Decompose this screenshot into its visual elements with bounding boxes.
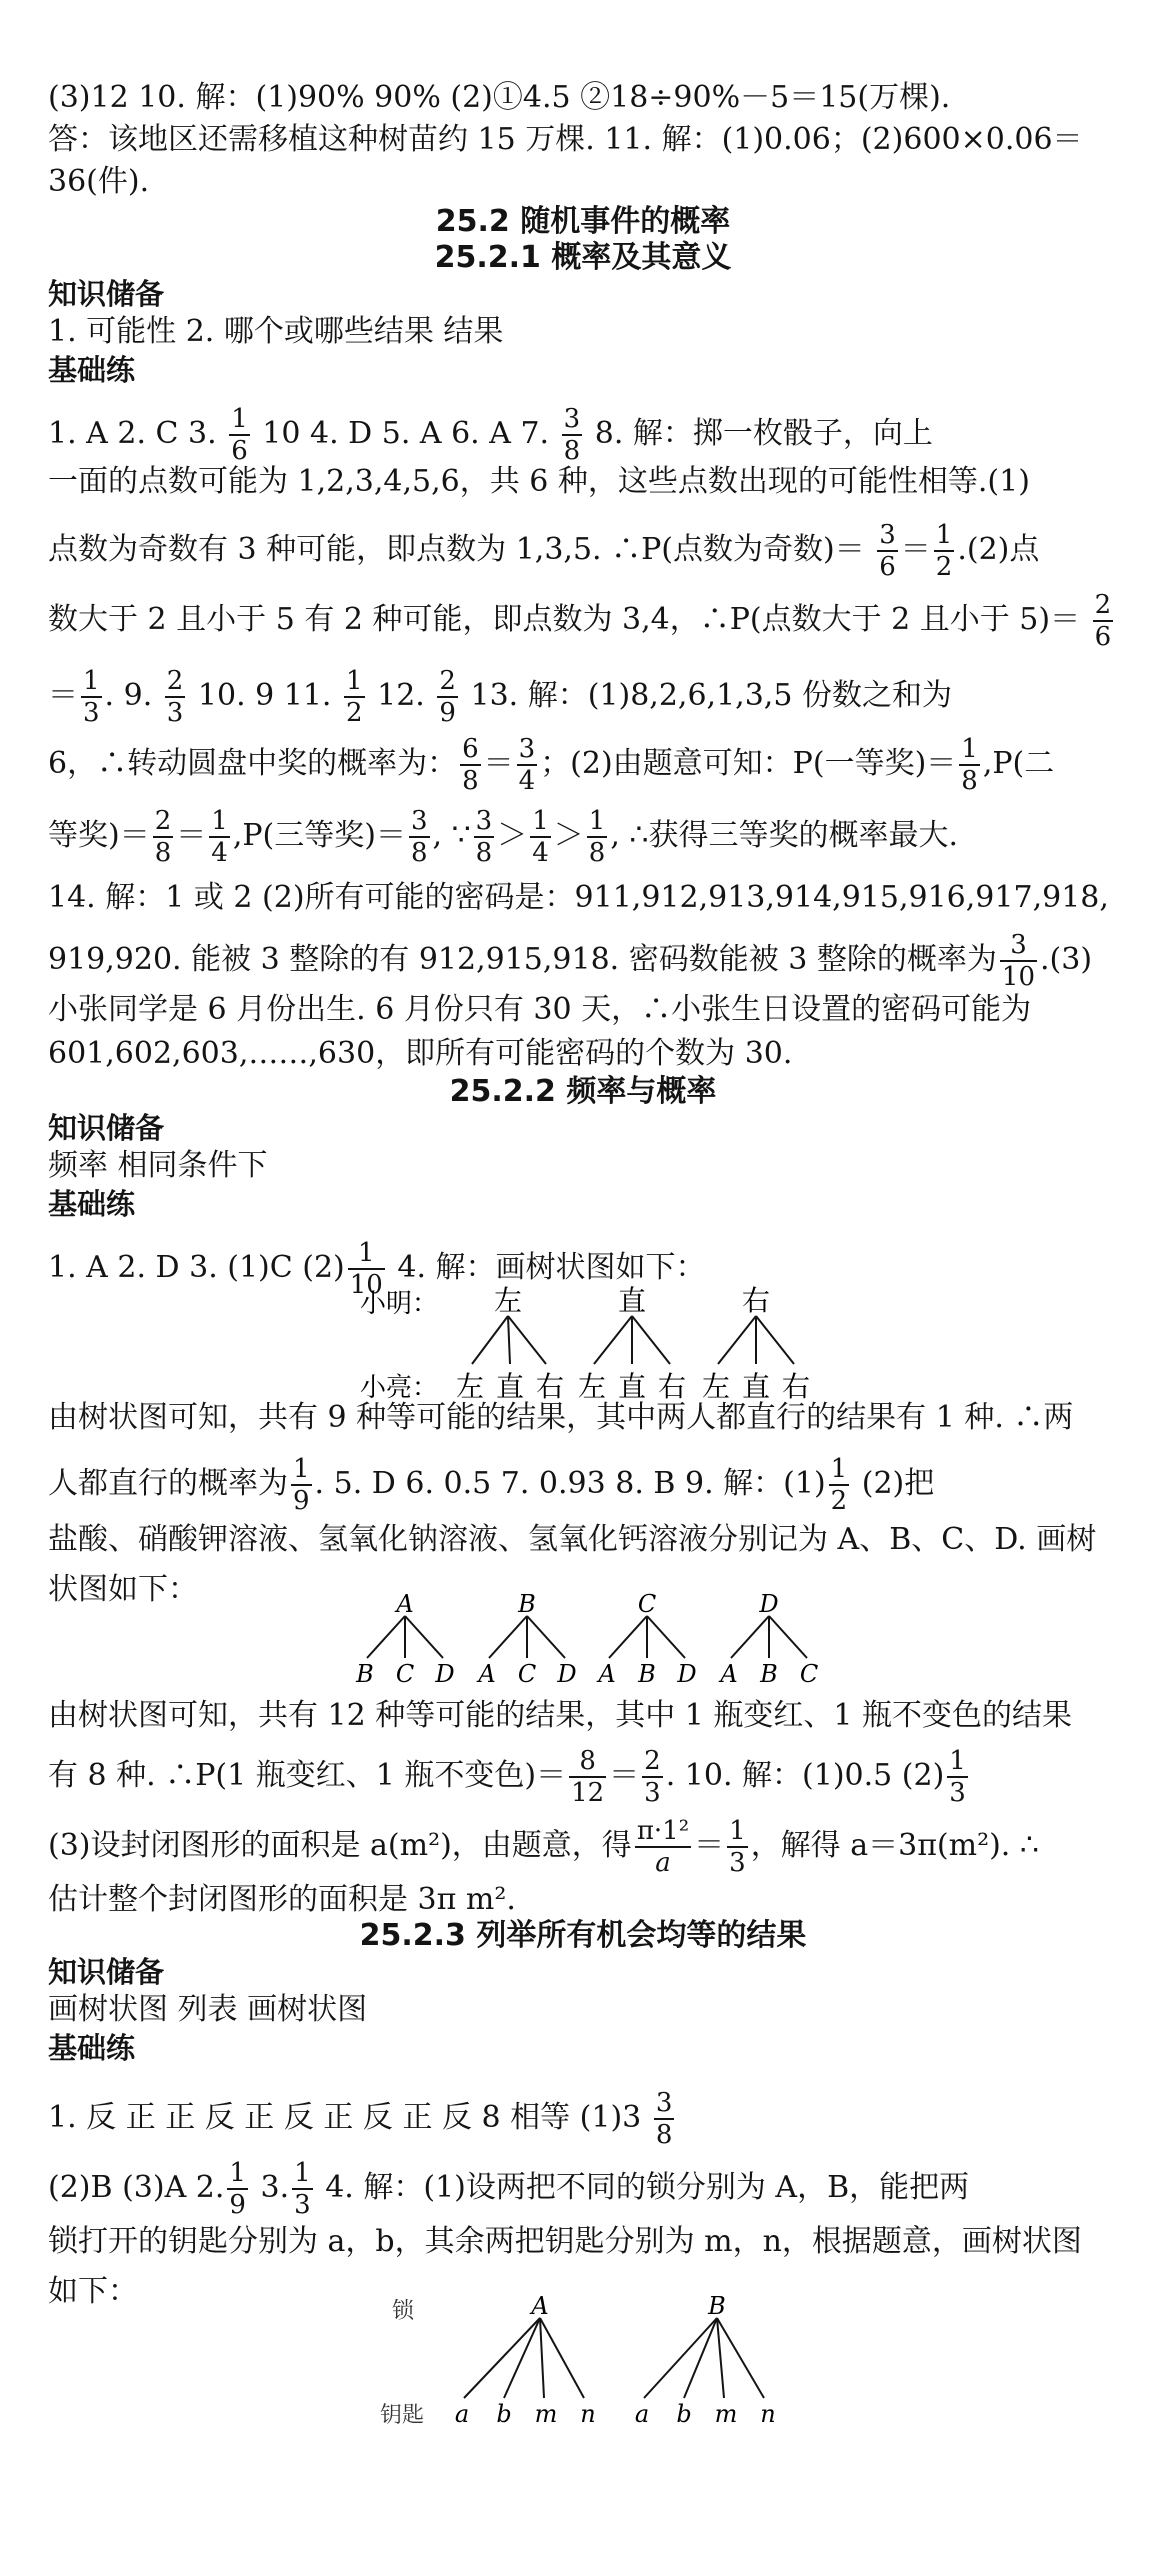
tree3-top-label: 锁 [392, 2299, 415, 2324]
text-line: 一面的点数可能为 1,2,3,4,5,6，共 6 种，这些点数出现的可能性相等.(1) [48, 464, 1030, 499]
tree1-parent-1: 左 [493, 1284, 523, 1317]
text-run: 10 4. D 5. A 6. A 7. [262, 416, 550, 451]
fraction: $\frac{1}{10}$ [349, 1238, 383, 1300]
tree2-parent: A [396, 1590, 414, 1618]
text-run: ；(2)由题意可知：P(一等奖)＝ [540, 746, 957, 781]
text-run: . 9. [104, 678, 153, 713]
text-run: ,P(三等奖)＝ [232, 818, 406, 853]
tree3-child: n [580, 2400, 596, 2428]
text-line: (3)12 10. 解：(1)90% 90% (2)①4.5 ②18÷90%－5＝15(万棵). [48, 80, 951, 115]
text-run: ，解得 a＝3π(m²). ∴ [750, 1828, 1039, 1863]
fraction: $\frac{1}{8}$ [961, 734, 978, 796]
heading-knowledge: 知识储备 [48, 1955, 165, 1989]
text-run: 8. 解：掷一枚骰子，向上 [594, 416, 933, 451]
fraction: $\frac{1}{4}$ [532, 806, 549, 868]
text-run: 12. [377, 678, 425, 713]
fraction: $\frac{1}{9}$ [229, 2158, 246, 2220]
tree2-child: D [557, 1660, 577, 1688]
text-run: 点数为奇数有 3 种可能，即点数为 1,3,5. ∴P(点数为奇数)＝ [48, 532, 865, 567]
text-line: 如下： [48, 2274, 138, 2309]
subsection-title: 25.2.3 列举所有机会均等的结果 [359, 1918, 807, 1953]
tree3-parent: B [708, 2292, 726, 2320]
tree1-parent-3: 右 [741, 1284, 771, 1317]
heading-basic: 基础练 [48, 353, 136, 387]
tree3-child: m [534, 2400, 558, 2428]
text-line: 36(件). [48, 164, 150, 199]
text-run: , ∵ [432, 818, 471, 853]
text-run: 1. A 2. D 3. (1)C (2) [48, 1250, 345, 1285]
text-run: 数大于 2 且小于 5 有 2 种可能，即点数为 3,4，∴P(点数大于 2 且小于 5)＝ [48, 602, 1081, 637]
tree2-child: C [799, 1660, 819, 1688]
text-line: 1. 可能性 2. 哪个或哪些结果 结果 [48, 314, 504, 349]
tree2-child: D [435, 1660, 455, 1688]
tree3-child: a [634, 2400, 650, 2428]
text-line: 等奖)＝ $\frac{2}{8}$ ＝ $\frac{1}{4}$ ,P(三等奖)＝ $\frac{3}{8}$ , ∵ $\frac{3}{8}$ ＞ $\frac{1}{4}$ ＞ $\frac{1}{8}$ , ∴获得三等奖的概率最大. [48, 806, 959, 868]
tree3-child: b [676, 2400, 692, 2428]
text-run: 4. 解：(1)设两把不同的锁分别为 A，B，能把两 [325, 2170, 970, 2205]
text-run: . 10. 解：(1)0.5 (2) [665, 1758, 945, 1793]
text-line: 14. 解：1 或 2 (2)所有可能的密码是：911,912,913,914,915,916,917,918, [48, 880, 1109, 915]
tree2-parent: D [759, 1590, 779, 1618]
text-line [48, 592, 1126, 650]
tree2-child: B [760, 1660, 778, 1688]
text-line [48, 2160, 1126, 2218]
fraction: $\frac{3}{8}$ [410, 806, 428, 868]
tree1-child: 右 [781, 1370, 811, 1403]
tree1-child: 直 [741, 1370, 771, 1403]
text-run: 1. 反 正 正 反 正 反 正 反 正 反 8 相等 (1)3 [48, 2100, 642, 2135]
fraction: $\frac{2}{8}$ [154, 806, 172, 868]
text-line: 6，∴转动圆盘中奖的概率为： $\frac{6}{8}$ ＝ $\frac{3}{4}$ ；(2)由题意可知：P(一等奖)＝ $\frac{1}{8}$ ,P(二 [48, 734, 1055, 796]
tree2-lines [367, 1616, 807, 1658]
tree2-child: B [356, 1660, 374, 1688]
heading-basic: 基础练 [48, 1187, 136, 1221]
text-line: 盐酸、硝酸钾溶液、氢氧化钠溶液、氢氧化钙溶液分别记为 A、B、C、D. 画树 [48, 1522, 1097, 1557]
text-run: 4. 解：画树状图如下： [397, 1250, 706, 1285]
fraction: $\frac{3}{6}$ [879, 520, 896, 582]
text-line: 状图如下： [48, 1572, 198, 1607]
tree3-bottom-label: 钥匙 [380, 2403, 425, 2428]
text-run: ,P(二 [982, 746, 1055, 781]
tree1-child: 左 [455, 1370, 485, 1403]
subsection-title: 25.2.1 概率及其意义 [434, 240, 732, 275]
fraction: $\frac{1}{9}$ [293, 1454, 310, 1516]
text-line: 由树状图可知，共有 12 种等可能的结果，其中 1 瓶变红、1 瓶不变色的结果 [48, 1698, 1073, 1733]
fraction: $\frac{1}{3}$ [83, 666, 100, 728]
text-line [48, 668, 1126, 726]
tree1-parent-2: 直 [617, 1284, 647, 1317]
text-line: 小张同学是 6 月份出生. 6 月份只有 30 天，∴小张生日设置的密码可能为 [48, 992, 1032, 1027]
fraction: $\frac{6}{8}$ [462, 734, 479, 796]
tree2-child: D [677, 1660, 697, 1688]
tree3-lines [464, 2318, 764, 2398]
text-line: 估计整个封闭图形的面积是 3π m². [48, 1882, 516, 1917]
fraction: $\frac{1}{3}$ [729, 1816, 746, 1878]
tree3-child: b [496, 2400, 512, 2428]
tree3-child: a [454, 2400, 470, 2428]
fraction: $\frac{3}{4}$ [518, 734, 536, 796]
fraction: $\frac{1}{2}$ [830, 1454, 848, 1516]
text-line: 频率 相同条件下 [48, 1148, 268, 1183]
tree-diagram-2 [345, 1592, 835, 1692]
fraction: $\frac{1}{3}$ [949, 1746, 966, 1808]
text-line [48, 932, 1126, 990]
fraction: $\frac{8}{12}$ [571, 1746, 605, 1808]
text-run: 有 8 种. ∴P(1 瓶变红、1 瓶不变色)＝ [48, 1758, 567, 1793]
text-run: .(2)点 [957, 532, 1040, 567]
fraction: $\frac{3}{8}$ [563, 404, 581, 466]
tree1-child: 直 [617, 1370, 647, 1403]
tree1-child: 右 [657, 1370, 687, 1403]
tree3-parent: A [531, 2292, 549, 2320]
fraction: $\frac{1}{2}$ [935, 520, 953, 582]
tree2-child: C [517, 1660, 537, 1688]
fraction: $\frac{1}{8}$ [588, 806, 606, 868]
text-run: 3. [260, 2170, 290, 2205]
text-run: ＝ [48, 678, 78, 713]
text-run: 人都直行的概率为 [48, 1466, 288, 1501]
tree3-child: m [714, 2400, 738, 2428]
tree2-parent: C [637, 1590, 657, 1618]
text-line [48, 2090, 1126, 2148]
tree-diagram-1 [360, 1284, 830, 1413]
tree2-child: B [638, 1660, 656, 1688]
text-run: 1. A 2. C 3. [48, 416, 217, 451]
tree3-child: n [760, 2400, 776, 2428]
section-title: 25.2 随机事件的概率 [435, 204, 731, 239]
text-line: 答：该地区还需移植这种树苗约 15 万棵. 11. 解：(1)0.06；(2)600×0.06＝ [48, 122, 1083, 157]
fraction: $\frac{2}{3}$ [644, 1746, 661, 1808]
text-run: 10. 9 11. [197, 678, 332, 713]
text-run: (2)B (3)A 2. [48, 2170, 225, 2205]
heading-basic: 基础练 [48, 2031, 136, 2065]
text-run: . 5. D 6. 0.5 7. 0.93 8. B 9. 解：(1) [314, 1466, 826, 1501]
fraction: $\frac{3}{8}$ [475, 806, 493, 868]
text-run: .(3) [1040, 942, 1093, 977]
tree1-child: 左 [701, 1370, 731, 1403]
text-line: 由树状图可知，共有 9 种等可能的结果，其中两人都直行的结果有 1 种. ∴两 [48, 1400, 1074, 1435]
text-line: 601,602,603,……,630，即所有可能密码的个数为 30. [48, 1036, 793, 1071]
text-run: 6，∴转动圆盘中奖的概率为： [48, 746, 458, 781]
fraction: $\frac{1}{6}$ [231, 404, 248, 466]
text-run: (2)把 [861, 1466, 935, 1501]
tree1-child: 右 [535, 1370, 565, 1403]
text-run: , ∴获得三等奖的概率最大. [610, 818, 959, 853]
subsection-title: 25.2.2 频率与概率 [449, 1074, 717, 1109]
tree2-child: C [395, 1660, 415, 1688]
tree2-child: A [720, 1660, 738, 1688]
text-line: 点数为奇数有 3 种可能，即点数为 1,3,5. ∴P(点数为奇数)＝ $\frac{3}{6}$ ＝ $\frac{1}{2}$ .(2)点 [48, 520, 1040, 582]
text-line: 有 8 种. ∴P(1 瓶变红、1 瓶不变色)＝ $\frac{8}{12}$ ＝ $\frac{2}{3}$ . 10. 解：(1)0.5 (2) $\frac{1}{3}$ [48, 1746, 966, 1808]
tree2-parent: B [518, 1590, 536, 1618]
fraction: $\frac{1}{3}$ [294, 2158, 311, 2220]
text-run: 等奖)＝ [48, 818, 150, 853]
text-line: (3)设封闭图形的面积是 a(m²)，由题意，得 $\frac{\text{π·1²}}{a}$ ＝ $\frac{1}{3}$ ，解得 a＝3π(m²). ∴ [48, 1816, 1039, 1878]
text-line [48, 406, 1126, 464]
tree1-lines [472, 1316, 794, 1364]
heading-knowledge: 知识储备 [48, 277, 165, 311]
tree1-child: 左 [577, 1370, 607, 1403]
tree1-bottom-label: 小亮： [360, 1373, 439, 1403]
tree-diagram-3 [380, 2292, 822, 2434]
text-run: 13. 解：(1)8,2,6,1,3,5 份数之和为 [470, 678, 952, 713]
fraction: $\frac{2}{6}$ [1094, 590, 1112, 652]
fraction: $\frac{3}{8}$ [655, 2088, 673, 2150]
text-run: (3)设封闭图形的面积是 a(m²)，由题意，得 [48, 1828, 632, 1863]
fraction: $\frac{3}{10}$ [1001, 930, 1036, 992]
fraction: $\frac{1}{4}$ [211, 806, 228, 868]
fraction: $\frac{\text{π·1²}}{a}$ [636, 1816, 690, 1878]
fraction: $\frac{2}{9}$ [439, 666, 456, 728]
fraction: $\frac{1}{2}$ [346, 666, 363, 728]
heading-knowledge: 知识储备 [48, 1111, 165, 1145]
text-line: 画树状图 列表 画树状图 [48, 1992, 368, 2027]
text-run: 919,920. 能被 3 整除的有 912,915,918. 密码数能被 3 整除的概率为 [48, 942, 997, 977]
text-line [48, 1456, 1126, 1514]
tree2-child: A [478, 1660, 496, 1688]
tree2-child: A [598, 1660, 616, 1688]
text-line: 锁打开的钥匙分别为 a，b，其余两把钥匙分别为 m，n，根据题意，画树状图 [48, 2224, 1082, 2259]
tree1-child: 直 [495, 1370, 525, 1403]
tree1-top-label: 小明： [360, 1289, 439, 1319]
fraction: $\frac{2}{3}$ [166, 666, 184, 728]
